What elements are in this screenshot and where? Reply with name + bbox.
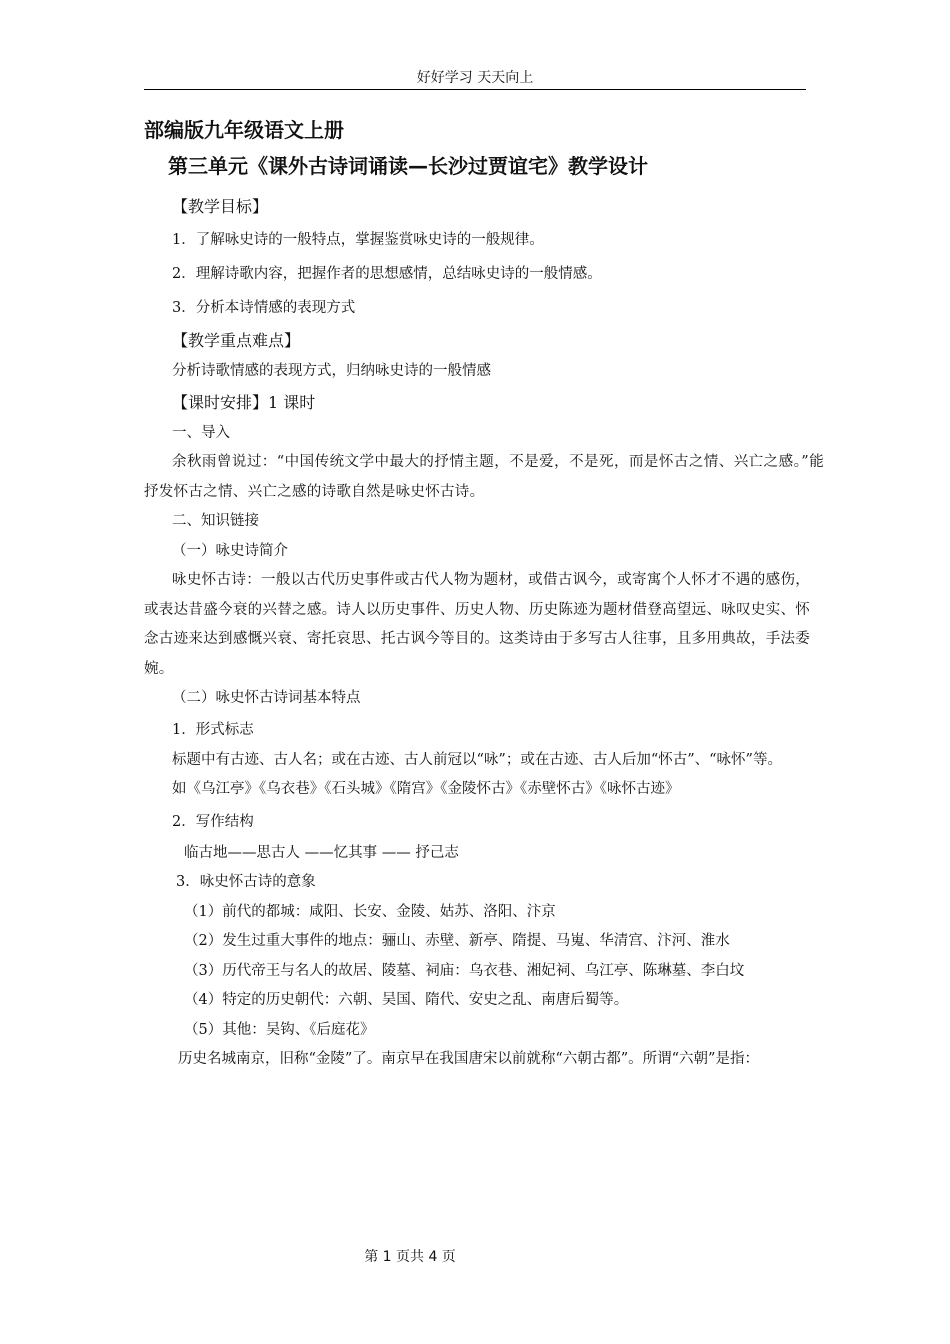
form-paragraph: 标题中有古迹、古人名；或在古迹、古人前冠以“咏”；或在古迹、古人后加“怀古”、“咏怀”等。 (172, 751, 782, 768)
imagery-item: （1）前代的都城：咸阳、长安、金陵、姑苏、洛阳、汴京 (184, 903, 556, 920)
imagery-item: （5）其他：吴钩、《后庭花》 (184, 1021, 375, 1038)
structure-heading: 2．写作结构 (172, 813, 254, 830)
key-points-text: 分析诗歌情感的表现方式，归纳咏史诗的一般情感 (172, 363, 491, 379)
intro-paragraph: 余秋雨曾说过：“中国传统文学中最大的抒情主题，不是爱，不是死，而是怀古之情、兴亡之感。”能抒发怀古之情、兴亡之感的诗歌自然是咏史怀古诗。 (144, 454, 824, 500)
imagery-item: （3）历代帝王与名人的故居、陵墓、祠庙：乌衣巷、湘妃祠、乌江亭、陈琳墓、李白坟 (184, 962, 745, 979)
document-body (144, 115, 824, 1075)
header-rule (144, 89, 806, 90)
form-heading: 1．形式标志 (172, 721, 254, 738)
schedule-text: 【课时安排】1 课时 (172, 392, 316, 412)
form-examples: 如《乌江亭》《乌衣巷》《石头城》《隋宫》《金陵怀古》《赤壁怀古》《咏怀古迹》 (172, 781, 680, 797)
goal-item: 3．分析本诗情感的表现方式 (172, 300, 356, 316)
goals-heading: 【教学目标】 (172, 197, 269, 216)
doc-title-line1: 部编版九年级语文上册 (144, 118, 344, 142)
sub2-heading: （二）咏史怀古诗词基本特点 (172, 690, 361, 706)
imagery-item: （2）发生过重大事件的地点：骊山、赤壁、新亭、隋提、马嵬、华清宫、汴河、淮水 (184, 933, 730, 949)
nanjing-paragraph: 历史名城南京，旧称“金陵”了。南京早在我国唐宋以前就称“六朝古都”。所谓“六朝”是指： (178, 1051, 759, 1067)
structure-text: 临古地——思古人 ——忆其事 —— 抒己志 (184, 844, 459, 861)
sub1-paragraph: 咏史怀古诗：一般以古代历史事件或古代人物为题材，或借古讽今，或寄寓个人怀才不遇的感伤，或表达昔盛今衰的兴替之感。诗人以历史事件、历史人物、历史陈迹为题材借登高望远、咏叹史实、怀念古迹来达到感慨兴衰、寄托哀思、托古讽今等目的。这类诗由于多写古人往事，且多用典故，手法委婉。 (144, 572, 810, 677)
knowledge-heading: 二、知识链接 (172, 513, 259, 529)
goal-item: 2．理解诗歌内容，把握作者的思想感情，总结咏史诗的一般情感。 (172, 266, 602, 282)
page-header: 好好学习 天天向上 (416, 70, 534, 86)
key-points-heading: 【教学重点难点】 (172, 331, 301, 350)
sub1-heading: （一）咏史诗简介 (172, 542, 288, 559)
doc-title-line2: 第三单元《课外古诗词诵读—长沙过贾谊宅》教学设计 (168, 154, 648, 178)
intro-heading: 一、导入 (172, 424, 230, 441)
page-footer: 第 1 页共 4 页 (364, 1249, 456, 1265)
goal-item: 1．了解咏史诗的一般特点，掌握鉴赏咏史诗的一般规律。 (172, 232, 544, 248)
imagery-heading: 3．咏史怀古诗的意象 (176, 874, 316, 890)
imagery-item: （4）特定的历史朝代：六朝、吴国、隋代、安史之乱、南唐后蜀等。 (184, 992, 629, 1008)
